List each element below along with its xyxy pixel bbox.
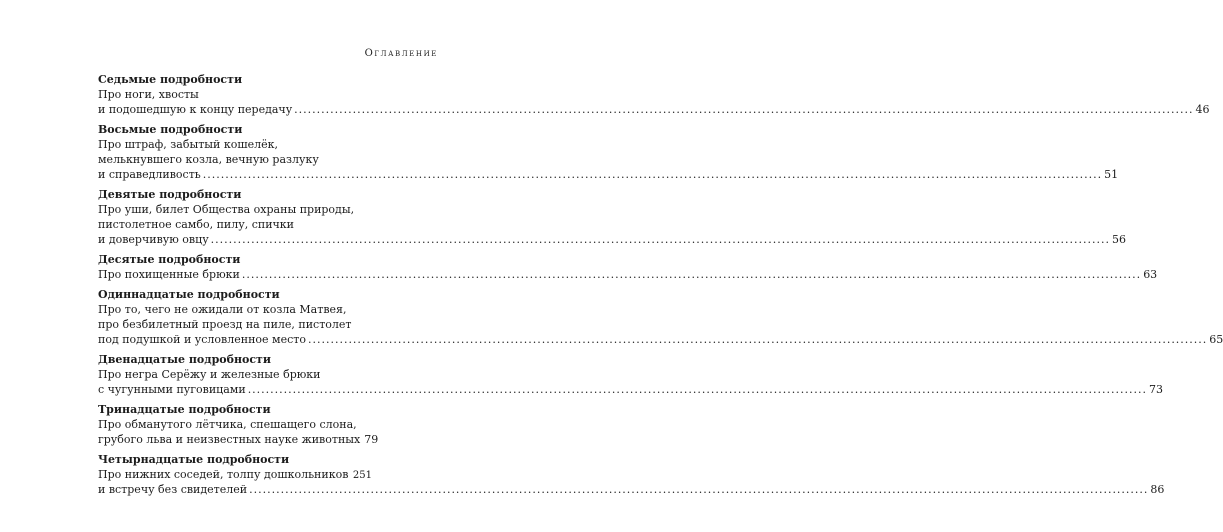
page-reference: 51 (1104, 168, 1119, 181)
table-of-contents (98, 72, 1223, 502)
chapter-description-line: Про уши, билет Общества охраны природы, (98, 203, 355, 216)
chapter-title: Десятые подробности (98, 253, 241, 266)
chapter-description-line: пистолетное самбо, пилу, спички (98, 218, 295, 231)
chapter-title: Седьмые подробности (98, 73, 243, 86)
page-reference: 46 (1195, 103, 1210, 116)
page-number: 251 (352, 470, 372, 481)
chapter-description-line (98, 332, 1223, 347)
chapter-title: Четырнадцатые подробности (98, 453, 290, 466)
toc-entry (98, 72, 1210, 117)
dot-leader: ........................................................................................................................................................................................................ (241, 268, 1142, 281)
chapter-description-line (98, 167, 1119, 182)
chapter-description-line: Про негра Серёжу и железные брюки (98, 368, 321, 381)
chapter-title: Одиннадцатые подробности (98, 288, 280, 301)
chapter-title: Двенадцатые подробности (98, 353, 272, 366)
page-reference: 86 (1150, 483, 1165, 496)
description-text: и встречу без свидетелей (98, 483, 248, 496)
page-reference: 63 (1143, 268, 1158, 281)
description-text: Про похищенные брюки (98, 268, 240, 281)
section-header: Оглавление (364, 48, 438, 59)
toc-entry (98, 452, 1165, 497)
dot-leader: ........................................................................................................................................................................................................ (210, 233, 1110, 246)
chapter-description-line: Про нижних соседей, толпу дошкольников (98, 468, 349, 481)
description-text: и доверчивую овцу (98, 233, 209, 246)
description-text: и подошедшую к концу передачу (98, 103, 293, 116)
chapter-description-line (98, 382, 1164, 397)
toc-entry (98, 402, 379, 447)
chapter-description-line (98, 482, 1165, 497)
dot-leader: ........................................................................................................................................................................................................ (247, 383, 1148, 396)
page-reference: 65 (1209, 333, 1223, 346)
description-text: и справедливость (98, 168, 201, 181)
chapter-title: Девятые подробности (98, 188, 242, 201)
chapter-description-line (98, 102, 1210, 117)
dot-leader: ........................................................................................................................................................................................................ (307, 333, 1208, 346)
chapter-description-line: Про обманутого лётчика, спешащего слона, (98, 418, 357, 431)
chapter-title: Восьмые подробности (98, 123, 243, 136)
dot-leader: ........................................................................................................................................................................................................ (294, 103, 1194, 116)
chapter-description-line: Про штраф, забытый кошелёк, (98, 138, 278, 151)
toc-entry (98, 187, 1126, 247)
chapter-title: Тринадцатые подробности (98, 403, 271, 416)
page-reference: 73 (1149, 383, 1164, 396)
description-text: с чугунными пуговицами (98, 383, 246, 396)
chapter-description-line (98, 232, 1126, 247)
dot-leader: ........................................................................................................................................................................................................ (249, 483, 1149, 496)
chapter-description-line (98, 267, 1158, 282)
toc-entry (98, 122, 1119, 182)
chapter-description-line: про безбилетный проезд на пиле, пистолет (98, 318, 352, 331)
chapter-description-line: мелькнувшего козла, вечную разлуку (98, 153, 319, 166)
toc-entry (98, 352, 1164, 397)
chapter-description-line: Про то, чего не ожидали от козла Матвея, (98, 303, 347, 316)
page-reference: 79 (364, 433, 379, 446)
chapter-description-line: Про ноги, хвосты (98, 88, 199, 101)
description-text: под подушкой и условленное место (98, 333, 306, 346)
description-text: грубого льва и неизвестных науке животных (98, 433, 361, 446)
page-reference: 56 (1112, 233, 1126, 246)
dot-leader: ........................................................................................................................................................................................................ (202, 168, 1103, 181)
chapter-description-line (98, 432, 379, 447)
toc-entry (98, 287, 1223, 347)
toc-entry (98, 252, 1158, 282)
